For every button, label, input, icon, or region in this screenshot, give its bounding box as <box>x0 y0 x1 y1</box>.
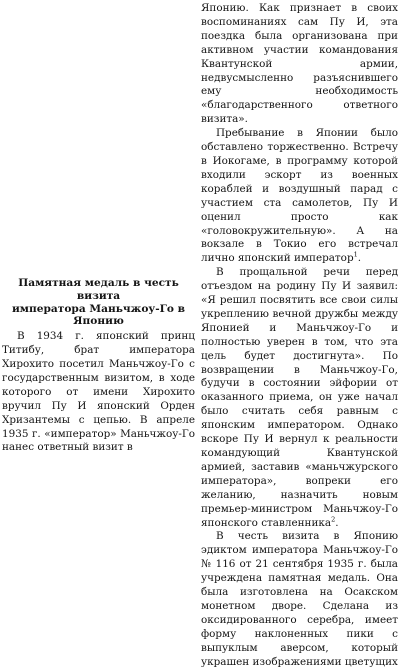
medal-image-area <box>2 2 195 277</box>
right-paragraph-2 <box>201 127 398 266</box>
paragraph-2-end: . <box>357 252 362 265</box>
right-paragraph-3 <box>201 266 398 530</box>
caption-line-2: императора Маньчжоу-Го в Японию <box>11 302 186 328</box>
paragraph-3-end: . <box>335 516 339 529</box>
left-paragraph-1: В 1934 г. японский принц Титибу, брат императора Хирохито посетил Маньчжоу-Го с государственным визитом, в ходе которого от имени Хирохито вручил Пу И японский Орден Хризантемы с цепью. В апреле 1935 г. «император» Маньчжоу-Го нанес ответный визит в <box>2 330 195 454</box>
paragraph-2-text: Пребывание в Японии было обставлено торжественно. Встречу в Иокогаме, в программу которой входили эскорт из военных кораблей и воздушный парад с участием ста самолетов, Пу И оценил просто как «головокружительную». А на вокзале в Токио его встречал лично японский император <box>201 127 398 265</box>
footnote-ref-2[interactable]: 2 <box>331 515 336 524</box>
figure-caption <box>2 277 195 328</box>
right-paragraph-4: В честь визита в Японию эдиктом императора Маньчжоу-Го № 116 от 21 сентября 1935 г. была учреждена памятная медаль. Она была изготовлена на Осакском монетном дворе. Сделана из оксидированного серебра, имеет форму наклоненных пики с выпуклым аверсом, который украшен изображениями цветущих <box>201 530 398 668</box>
caption-line-1: Памятная медаль в честь визита <box>18 277 179 302</box>
footnote-ref-1[interactable]: 1 <box>353 250 358 259</box>
right-column <box>201 2 398 670</box>
paragraph-3-text: В прощальной речи перед отъездом на родину Пу И заявил: «Я решил посвятить все свои силы укреплению вечной дружбы между Японией и Маньчжоу-Го и полностью уверен в том, что эта цель будет достигнута». По возвращении в Маньчжоу-Го, будучи в состоянии эйфории от оказанного приема, он уже начал было считать себя равным с японским императором. Однако вскоре Пу И вернул к реальности командующий Квантунской армией, заставив «маньчжурского императора», вопреки его желанию, назначить новым премьер-министром Маньчжоу-Го японского ставленника <box>201 266 398 529</box>
right-paragraph-1: Японию. Как признает в своих воспоминаниях сам Пу И, эта поездка была организована при активном участии командования Квантунской армии, недвусмысленно разъяснившего ему необходимость «благодарственного ответного визита». <box>201 2 398 126</box>
left-column <box>2 2 195 455</box>
